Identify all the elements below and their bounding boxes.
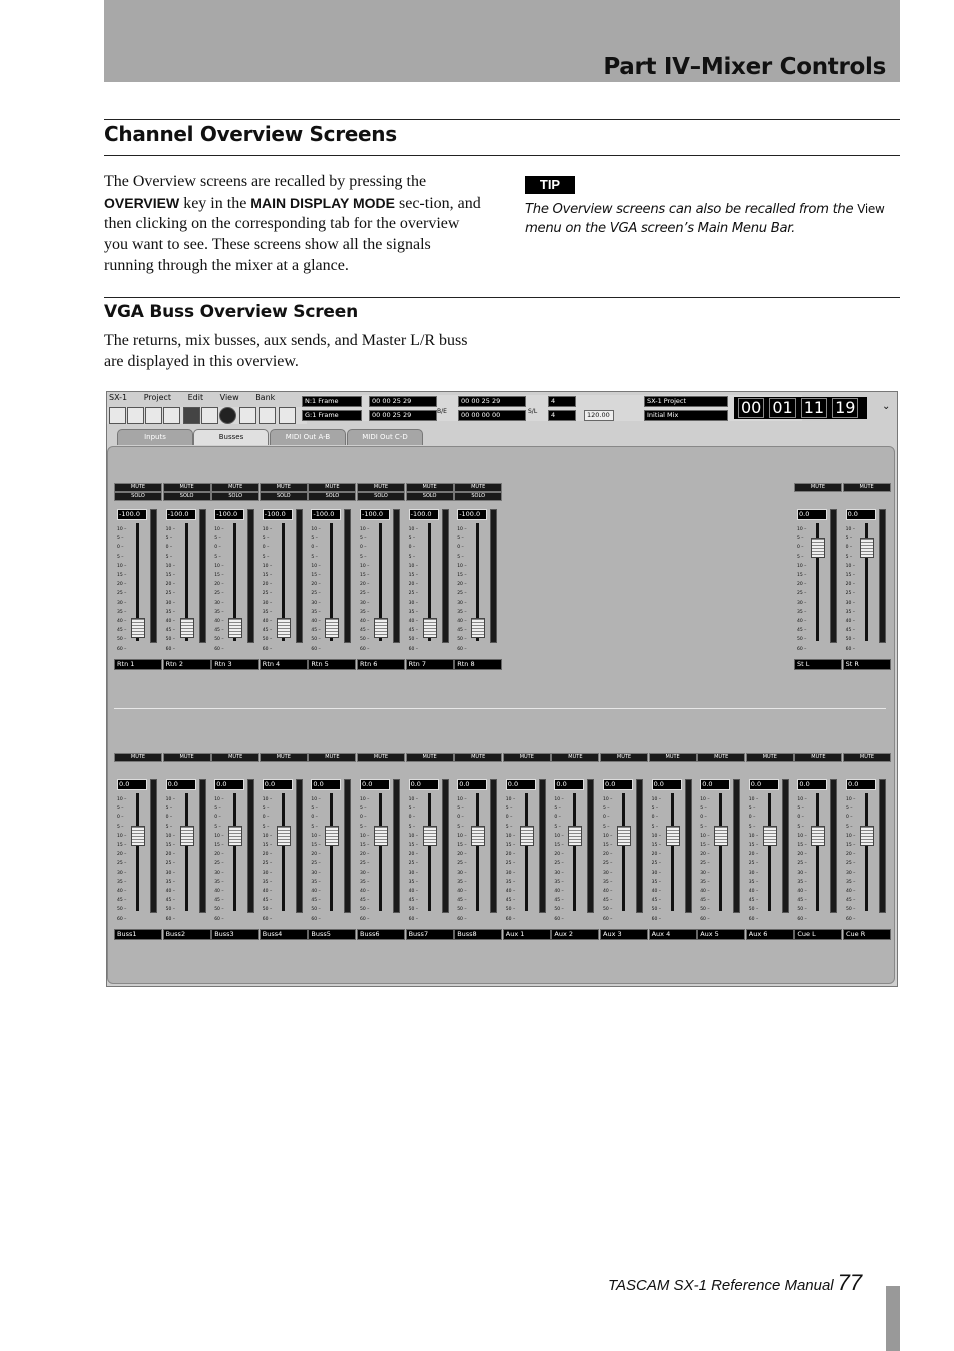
solo-button[interactable]: SOLO: [454, 492, 502, 501]
fader-handle[interactable]: [811, 538, 825, 558]
fader-handle[interactable]: [666, 826, 680, 846]
mute-button[interactable]: MUTE: [357, 753, 405, 762]
fader-track: [282, 793, 285, 911]
fader-scale: 10 – 5 – 0 – 5 – 10 – 15 – 20 – 25 – 30 – 35 – 40 – 45 – 50 – 60 –: [165, 797, 176, 922]
be-label: B/E: [437, 408, 447, 415]
fader-handle[interactable]: [131, 826, 145, 846]
level-readout: -100.0: [360, 509, 390, 520]
mute-button[interactable]: MUTE: [843, 753, 891, 762]
mute-button[interactable]: MUTE: [406, 483, 454, 492]
fader-scale: 10 – 5 – 0 – 5 – 10 – 15 – 20 – 25 – 30 – 35 – 40 – 45 – 50 – 60 –: [700, 797, 710, 922]
fader-track: [379, 793, 382, 911]
level-readout: 0.0: [506, 779, 536, 790]
tip-text: The Overview screens can also be recalled from the View menu on the VGA screen’s Main Menu Bar.: [525, 202, 885, 236]
toolbar-fields: [302, 395, 802, 421]
menu-bank[interactable]: Bank: [255, 393, 276, 402]
fader-scale: 10 – 5 – 0 – 5 – 10 – 15 – 20 – 25 – 30 – 35 – 40 – 45 – 50 – 60 –: [846, 797, 856, 922]
level-readout: 0.0: [749, 779, 779, 790]
fader-handle[interactable]: [520, 826, 534, 846]
fader-handle[interactable]: [180, 826, 194, 846]
fader-handle[interactable]: [277, 826, 291, 846]
fader-track: [476, 793, 479, 911]
transport-bar: [107, 407, 307, 424]
mute-button[interactable]: MUTE: [649, 753, 697, 762]
fader-track: [525, 793, 528, 911]
rewind-icon[interactable]: [145, 407, 162, 424]
manual-title: TASCAM SX-1 Reference Manual: [608, 1277, 834, 1294]
level-meter: [879, 509, 886, 643]
channel-strip: [746, 753, 792, 939]
mute-button[interactable]: MUTE: [406, 753, 454, 762]
fader-track: [330, 793, 333, 911]
level-meter: [733, 779, 740, 913]
fader-track: [428, 793, 431, 911]
channel-name: Buss8: [454, 929, 502, 940]
level-meter: [199, 779, 206, 913]
fader-track: [719, 793, 722, 911]
level-meter: [393, 779, 400, 913]
tc-field-3[interactable]: 00 00 25 29: [458, 396, 526, 407]
level-meter: [442, 509, 449, 643]
channel-strip: [357, 483, 403, 669]
channel-strip: [843, 753, 889, 939]
fader-scale: 10 – 5 – 0 – 5 – 10 – 15 – 20 – 25 – 30 – 35 – 40 – 45 – 50 – 60 –: [311, 527, 321, 652]
fader-handle[interactable]: [374, 618, 388, 638]
mixer-panel: [107, 446, 895, 984]
fader-scale: 10 – 5 – 0 – 5 – 10 – 15 – 20 – 25 – 30 – 35 – 40 – 45 – 50 – 60 –: [457, 797, 467, 922]
channel-strip: [260, 483, 306, 669]
mute-button[interactable]: MUTE: [794, 483, 842, 492]
frame-field-1[interactable]: N:1 Frame: [302, 396, 362, 407]
fader-handle[interactable]: [860, 538, 874, 558]
time-display: [734, 397, 867, 419]
fader-scale: 10 – 5 – 0 – 5 – 10 – 15 – 20 – 25 – 30 – 35 – 40 – 45 – 50 – 60 –: [360, 527, 370, 652]
channel-name: St L: [794, 659, 842, 670]
menu-project[interactable]: Project: [143, 393, 172, 402]
channel-strip: [163, 483, 209, 669]
mute-button[interactable]: MUTE: [163, 753, 211, 762]
level-readout: 0.0: [311, 779, 341, 790]
level-readout: -100.0: [409, 509, 439, 520]
level-readout: -100.0: [263, 509, 293, 520]
channel-name: Rtn 4: [260, 659, 308, 670]
channel-name: Aux 1: [503, 929, 551, 940]
level-meter: [150, 779, 157, 913]
channel-name: Aux 3: [600, 929, 648, 940]
level-readout: -100.0: [214, 509, 244, 520]
project-field[interactable]: SX-1 Project: [644, 396, 728, 407]
channel-strip: [406, 483, 452, 669]
channel-strip: [794, 753, 840, 939]
fader-handle[interactable]: [617, 826, 631, 846]
fader-scale: 10 – 5 – 0 – 5 – 10 – 15 – 20 – 25 – 30 – 35 – 40 – 45 – 50 – 60 –: [554, 797, 564, 922]
time-minutes: 01: [769, 398, 795, 418]
level-readout: 0.0: [214, 779, 244, 790]
level-meter: [247, 509, 254, 643]
channel-name: Buss3: [211, 929, 259, 940]
level-readout: -100.0: [311, 509, 341, 520]
level-meter: [296, 509, 303, 643]
rule-top: [104, 119, 900, 120]
level-meter: [247, 779, 254, 913]
fader-handle[interactable]: [228, 618, 242, 638]
mix-field[interactable]: Initial Mix: [644, 410, 728, 421]
channel-name: Aux 5: [697, 929, 745, 940]
channel-strip: [357, 753, 403, 939]
stop-icon[interactable]: [183, 407, 200, 424]
mute-button[interactable]: MUTE: [551, 753, 599, 762]
fader-handle[interactable]: [325, 618, 339, 638]
level-meter: [539, 779, 546, 913]
level-readout: 0.0: [166, 779, 196, 790]
level-readout: 0.0: [797, 509, 827, 520]
fader-track: [185, 793, 188, 911]
forward-end-icon[interactable]: [127, 407, 144, 424]
fader-handle[interactable]: [131, 618, 145, 638]
channel-name: Rtn 3: [211, 659, 259, 670]
buss-overview-screenshot: [106, 391, 898, 987]
fader-track: [671, 793, 674, 911]
level-meter: [587, 779, 594, 913]
solo-button[interactable]: SOLO: [163, 492, 211, 501]
channel-name: Rtn 2: [163, 659, 211, 670]
tab-midi-out-cd[interactable]: MIDI Out C-D: [347, 429, 423, 445]
level-readout: -100.0: [117, 509, 147, 520]
channel-strip: [163, 753, 209, 939]
channel-name: St R: [843, 659, 891, 670]
level-meter: [344, 509, 351, 643]
tc-field-4[interactable]: 00 00 00 00: [458, 410, 526, 421]
mute-button[interactable]: MUTE: [843, 483, 891, 492]
fader-handle[interactable]: [811, 826, 825, 846]
fader-handle[interactable]: [763, 826, 777, 846]
channel-strip: [454, 753, 500, 939]
mute-button[interactable]: MUTE: [114, 753, 162, 762]
fader-scale: 10 – 5 – 0 – 5 – 10 – 15 – 20 – 25 – 30 – 35 – 40 – 45 – 50 – 60 –: [845, 527, 856, 652]
fader-scale: 10 – 5 – 0 – 5 – 10 – 15 – 20 – 25 – 30 – 35 – 40 – 45 – 50 – 60 –: [360, 797, 370, 922]
num-field-2[interactable]: 4: [548, 410, 576, 421]
fader-scale: 10 – 5 – 0 – 5 – 10 – 15 – 20 – 25 – 30 – 35 – 40 – 45 – 50 – 60 –: [262, 527, 273, 652]
num-field-1[interactable]: 4: [548, 396, 576, 407]
fader-scale: 10 – 5 – 0 – 5 – 10 – 15 – 20 – 25 – 30 – 35 – 40 – 45 – 50 – 60 –: [214, 797, 224, 922]
channel-strip: [794, 483, 840, 669]
sl-label: S/L: [528, 408, 538, 415]
fader-scale: 10 – 5 – 0 – 5 – 10 – 15 – 20 – 25 – 30 – 35 – 40 – 45 – 50 – 60 –: [408, 797, 419, 922]
fader-track: [233, 793, 236, 911]
list-icon[interactable]: [259, 407, 276, 424]
mute-button[interactable]: MUTE: [308, 753, 356, 762]
channel-name: Rtn 1: [114, 659, 162, 670]
thumb-tab: [886, 1286, 900, 1351]
fader-scale: 10 – 5 – 0 – 5 – 10 – 15 – 20 – 25 – 30 – 35 – 40 – 45 – 50 – 60 –: [748, 797, 759, 922]
level-readout: 0.0: [263, 779, 293, 790]
rule-under-title: [104, 155, 900, 156]
channel-strip: [843, 483, 889, 669]
fader-handle[interactable]: [228, 826, 242, 846]
mute-button[interactable]: MUTE: [357, 483, 405, 492]
level-readout: 0.0: [457, 779, 487, 790]
mute-button[interactable]: MUTE: [454, 483, 502, 492]
channel-name: Rtn 5: [308, 659, 356, 670]
fader-scale: 10 – 5 – 0 – 5 – 10 – 15 – 20 – 25 – 30 – 35 – 40 – 45 – 50 – 60 –: [797, 797, 807, 922]
channel-strip: [406, 753, 452, 939]
solo-button[interactable]: SOLO: [406, 492, 454, 501]
channel-name: Aux 4: [649, 929, 697, 940]
page-footer: [608, 1270, 862, 1296]
level-meter: [490, 509, 497, 643]
solo-button[interactable]: SOLO: [211, 492, 259, 501]
solo-button[interactable]: SOLO: [308, 492, 356, 501]
level-meter: [830, 509, 837, 643]
level-readout: -100.0: [166, 509, 196, 520]
mute-button[interactable]: MUTE: [746, 753, 794, 762]
solo-button[interactable]: SOLO: [260, 492, 308, 501]
channel-name: Rtn 7: [406, 659, 454, 670]
fader-scale: 10 – 5 – 0 – 5 – 10 – 15 – 20 – 25 – 30 – 35 – 40 – 45 – 50 – 60 –: [457, 527, 467, 652]
fader-track: [573, 793, 576, 911]
menu-view[interactable]: View: [219, 393, 239, 402]
tc-field-2[interactable]: 00 00 25 29: [369, 410, 437, 421]
level-readout: 0.0: [117, 779, 147, 790]
fast-forward-icon[interactable]: [163, 407, 180, 424]
mute-button[interactable]: MUTE: [794, 753, 842, 762]
solo-button[interactable]: SOLO: [114, 492, 162, 501]
mute-button[interactable]: MUTE: [260, 483, 308, 492]
channel-strip: [114, 483, 160, 669]
channel-strip: [697, 753, 743, 939]
mute-button[interactable]: MUTE: [211, 483, 259, 492]
channel-name: Aux 6: [746, 929, 794, 940]
level-meter: [490, 779, 497, 913]
fader-handle[interactable]: [423, 826, 437, 846]
mute-button[interactable]: MUTE: [697, 753, 745, 762]
mute-button[interactable]: MUTE: [163, 483, 211, 492]
channel-strip: [600, 753, 646, 939]
rule-subsection: [104, 297, 900, 298]
play-icon[interactable]: [201, 407, 218, 424]
channel-strip: [308, 483, 354, 669]
channel-strip: [454, 483, 500, 669]
header-band: [104, 0, 900, 82]
chevron-down-icon[interactable]: ⌄: [882, 401, 891, 412]
channel-strip: [260, 753, 306, 939]
fader-scale: 10 – 5 – 0 – 5 – 10 – 15 – 20 – 25 – 30 – 35 – 40 – 45 – 50 – 60 –: [165, 527, 176, 652]
channel-name: Buss7: [406, 929, 454, 940]
fader-scale: 10 – 5 – 0 – 5 – 10 – 15 – 20 – 25 – 30 – 35 – 40 – 45 – 50 – 60 –: [311, 797, 321, 922]
level-readout: 0.0: [652, 779, 682, 790]
fader-scale: 10 – 5 – 0 – 5 – 10 – 15 – 20 – 25 – 30 – 35 – 40 – 45 – 50 – 60 –: [603, 797, 613, 922]
level-readout: -100.0: [457, 509, 487, 520]
level-readout: 0.0: [846, 779, 876, 790]
time-hours: 00: [738, 398, 764, 418]
channel-name: Rtn 6: [357, 659, 405, 670]
level-meter: [442, 779, 449, 913]
channel-name: Buss5: [308, 929, 356, 940]
channel-name: Cue L: [794, 929, 842, 940]
fader-scale: 10 – 5 – 0 – 5 – 10 – 15 – 20 – 25 – 30 – 35 – 40 – 45 – 50 – 60 –: [117, 797, 127, 922]
mute-button[interactable]: MUTE: [503, 753, 551, 762]
level-readout: 0.0: [409, 779, 439, 790]
tempo-field[interactable]: 120.00: [584, 410, 614, 421]
mute-button[interactable]: MUTE: [114, 483, 162, 492]
alert-icon[interactable]: [239, 407, 256, 424]
fader-scale: 10 – 5 – 0 – 5 – 10 – 15 – 20 – 25 – 30 – 35 – 40 – 45 – 50 – 60 –: [262, 797, 273, 922]
menu-edit[interactable]: Edit: [187, 393, 204, 402]
fader-scale: 10 – 5 – 0 – 5 – 10 – 15 – 20 – 25 – 30 – 35 – 40 – 45 – 50 – 60 –: [117, 527, 127, 652]
mute-button[interactable]: MUTE: [454, 753, 502, 762]
frame-field-2[interactable]: G:1 Frame: [302, 410, 362, 421]
channel-strip: [649, 753, 695, 939]
channel-strip: [211, 483, 257, 669]
fader-handle[interactable]: [714, 826, 728, 846]
intro-paragraph: The Overview screens are recalled by pressing the OVERVIEW key in the MAIN DISPLAY MODE sec-tion, and then clicking on the corresponding tab for the overview you want to see. These screens show all the signals running through the mixer at a glance.: [104, 173, 481, 274]
fader-handle[interactable]: [180, 618, 194, 638]
fader-handle[interactable]: [277, 618, 291, 638]
channel-strip: [211, 753, 257, 939]
channel-strip: [503, 753, 549, 939]
channel-name: Buss1: [114, 929, 162, 940]
fader-track: [768, 793, 771, 911]
level-readout: 0.0: [797, 779, 827, 790]
grid-icon[interactable]: [279, 407, 296, 424]
level-readout: 0.0: [846, 509, 876, 520]
fader-handle[interactable]: [471, 618, 485, 638]
tab-inputs[interactable]: Inputs: [117, 429, 193, 445]
time-seconds: 11: [801, 398, 827, 418]
subsection-body: The returns, mix busses, aux sends, and Master L/R buss are displayed in this overview.: [104, 332, 468, 370]
level-meter: [199, 509, 206, 643]
tab-busses[interactable]: Busses: [193, 429, 269, 445]
fader-handle[interactable]: [471, 826, 485, 846]
record-icon[interactable]: [219, 407, 236, 424]
mute-button[interactable]: MUTE: [600, 753, 648, 762]
channel-name: Buss2: [163, 929, 211, 940]
level-meter: [296, 779, 303, 913]
level-meter: [782, 779, 789, 913]
tip-label: TIP: [525, 176, 575, 194]
part-title: Part IV–Mixer Controls: [603, 54, 886, 80]
time-frames: 19: [832, 398, 858, 418]
level-meter: [879, 779, 886, 913]
channel-name: Rtn 8: [454, 659, 502, 670]
fader-track: [136, 793, 139, 911]
channel-name: Aux 2: [551, 929, 599, 940]
level-meter: [830, 779, 837, 913]
fader-handle[interactable]: [860, 826, 874, 846]
rewind-start-icon[interactable]: [109, 407, 126, 424]
channel-strip: [308, 753, 354, 939]
fader-scale: 10 – 5 – 0 – 5 – 10 – 15 – 20 – 25 – 30 – 35 – 40 – 45 – 50 – 60 –: [408, 527, 419, 652]
fader-track: [622, 793, 625, 911]
level-readout: 0.0: [603, 779, 633, 790]
channel-name: Cue R: [843, 929, 891, 940]
menu-bar: [109, 393, 289, 406]
mute-button[interactable]: MUTE: [260, 753, 308, 762]
fader-scale: 10 – 5 – 0 – 5 – 10 – 15 – 20 – 25 – 30 – 35 – 40 – 45 – 50 – 60 –: [505, 797, 516, 922]
subsection-title: VGA Buss Overview Screen: [104, 302, 358, 322]
fader-handle[interactable]: [568, 826, 582, 846]
channel-name: Buss4: [260, 929, 308, 940]
tc-field-1[interactable]: 00 00 25 29: [369, 396, 437, 407]
level-readout: 0.0: [360, 779, 390, 790]
fader-handle[interactable]: [325, 826, 339, 846]
level-readout: 0.0: [700, 779, 730, 790]
section-title: Channel Overview Screens: [104, 122, 397, 146]
page-number: 77: [837, 1270, 863, 1295]
fader-scale: 10 – 5 – 0 – 5 – 10 – 15 – 20 – 25 – 30 – 35 – 40 – 45 – 50 – 60 –: [651, 797, 662, 922]
menu-sx1[interactable]: SX-1: [109, 393, 128, 402]
channel-strip: [114, 753, 160, 939]
mute-button[interactable]: MUTE: [308, 483, 356, 492]
fader-handle[interactable]: [374, 826, 388, 846]
channel-name: Buss6: [357, 929, 405, 940]
level-meter: [685, 779, 692, 913]
fader-scale: 10 – 5 – 0 – 5 – 10 – 15 – 20 – 25 – 30 – 35 – 40 – 45 – 50 – 60 –: [797, 527, 807, 652]
fader-track: [816, 793, 819, 911]
solo-button[interactable]: SOLO: [357, 492, 405, 501]
level-readout: 0.0: [554, 779, 584, 790]
level-meter: [344, 779, 351, 913]
fader-track: [865, 793, 868, 911]
fader-handle[interactable]: [423, 618, 437, 638]
panel-divider: [114, 708, 886, 709]
level-meter: [636, 779, 643, 913]
level-meter: [150, 509, 157, 643]
fader-scale: 10 – 5 – 0 – 5 – 10 – 15 – 20 – 25 – 30 – 35 – 40 – 45 – 50 – 60 –: [214, 527, 224, 652]
channel-strip: [551, 753, 597, 939]
mute-button[interactable]: MUTE: [211, 753, 259, 762]
level-meter: [393, 509, 400, 643]
tab-midi-out-ab[interactable]: MIDI Out A-B: [270, 429, 346, 445]
